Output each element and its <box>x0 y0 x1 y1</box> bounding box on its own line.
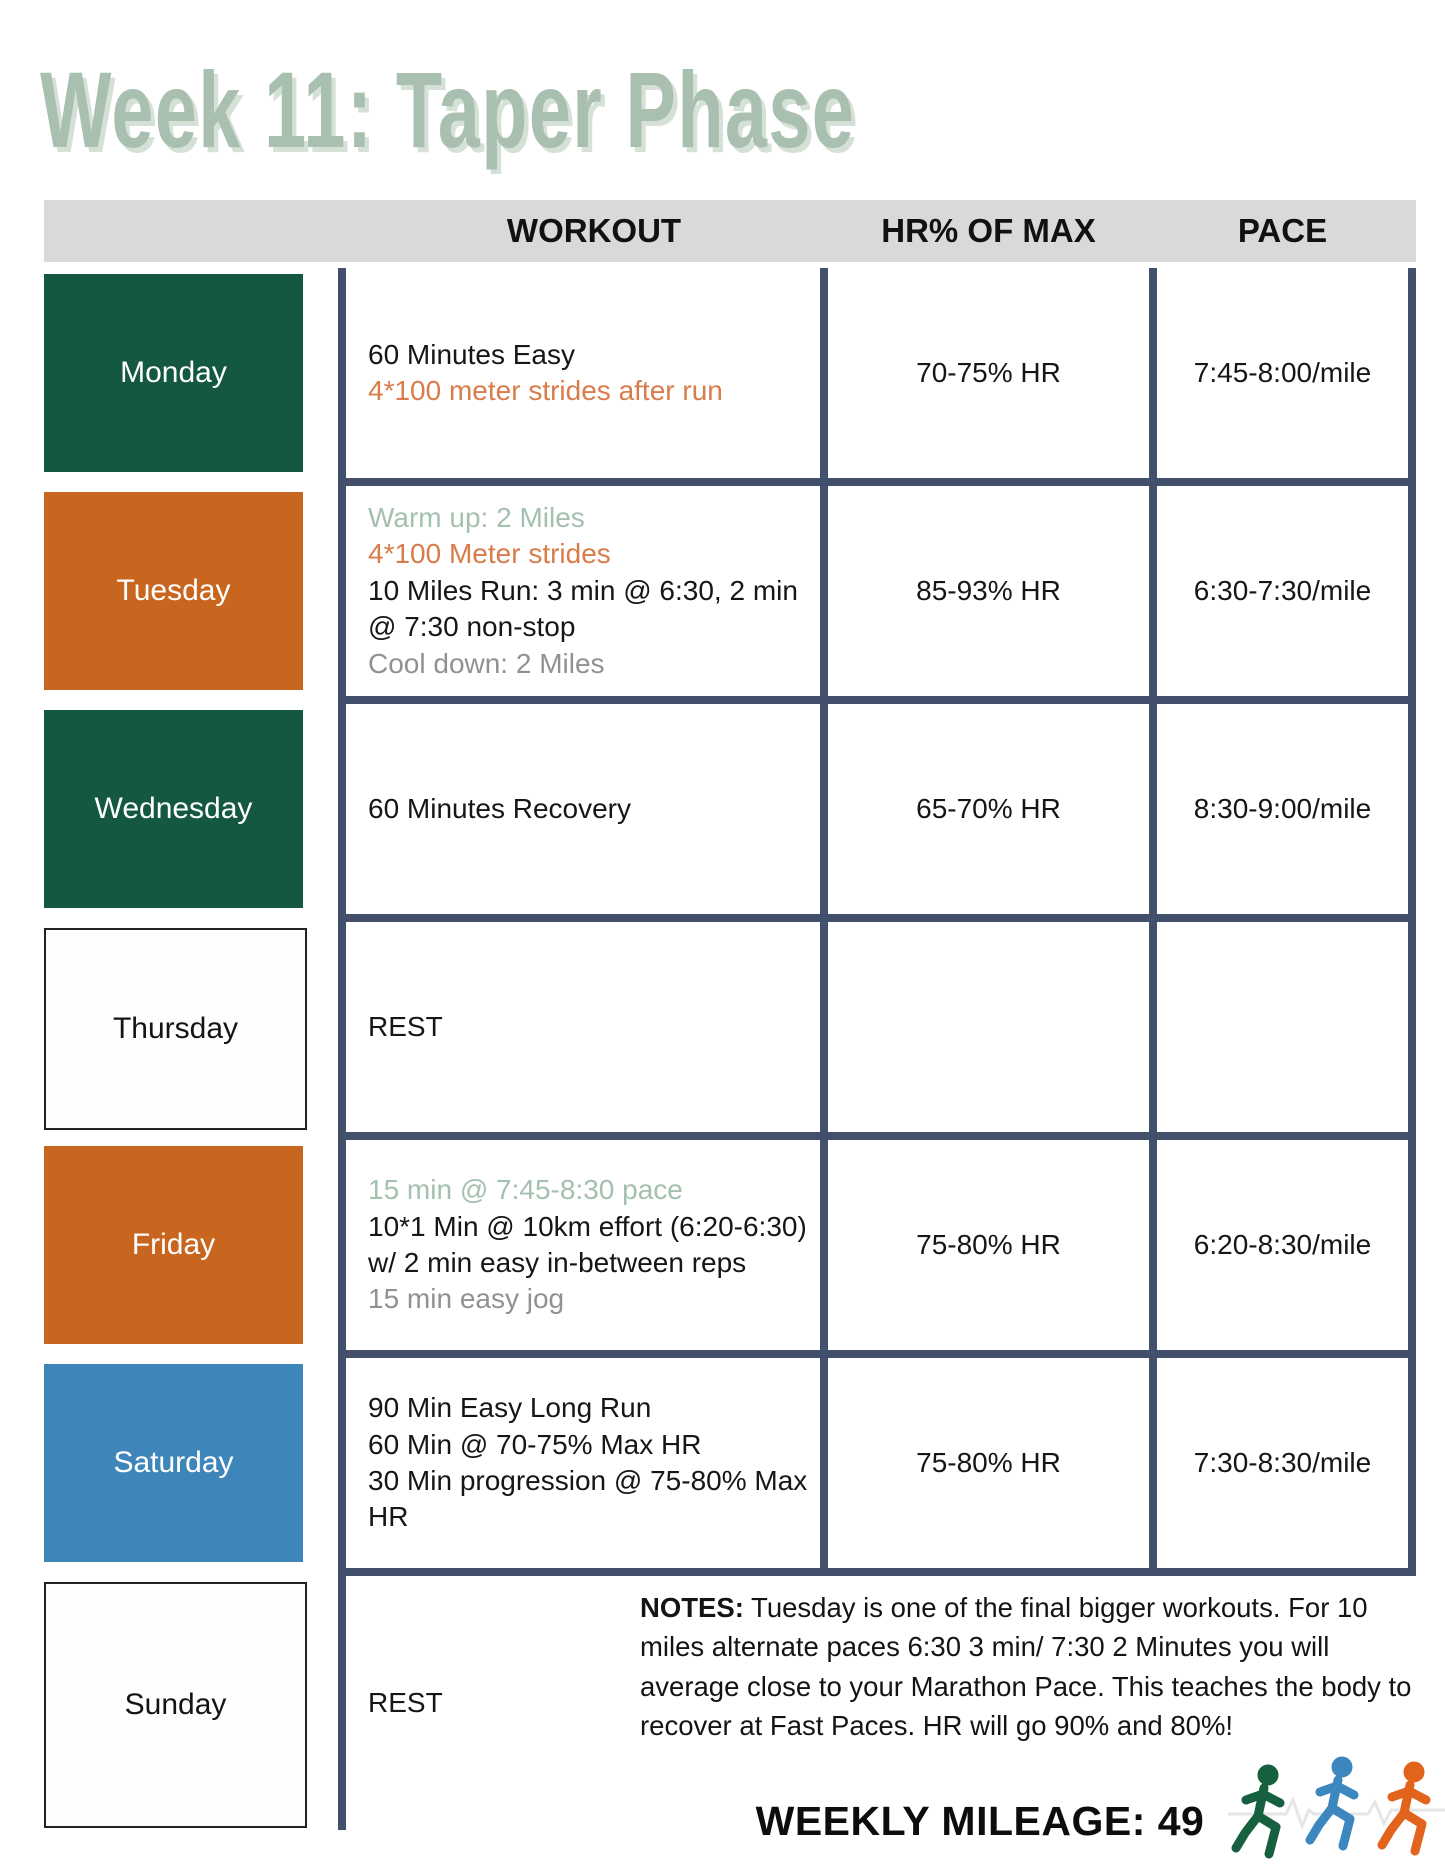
notes-block <box>640 1588 1418 1745</box>
workout-line: 60 Minutes Recovery <box>368 792 632 824</box>
pace-cell-wednesday: 8:30-9:00/mile <box>1193 793 1372 824</box>
workout-line: 60 Min @ 70-75% Max HR <box>368 1428 702 1460</box>
runner-icon-orange <box>1382 1762 1426 1851</box>
runner-icon-blue <box>1310 1757 1354 1846</box>
column-header-pace: PACE <box>1237 212 1328 249</box>
notes-label: NOTES: <box>640 1592 744 1623</box>
hr-cell-monday: 70-75% HR <box>916 357 1061 388</box>
workout-line: 60 Minutes Easy <box>368 338 575 370</box>
workout-cell-sunday <box>368 1576 618 1830</box>
column-header-workout: WORKOUT <box>506 212 682 249</box>
workout-line: 15 min easy jog <box>368 1283 565 1315</box>
workout-cell-monday <box>368 268 820 478</box>
table-header <box>44 200 1416 262</box>
runner-icon-green <box>1236 1765 1280 1854</box>
weekly-mileage: WEEKLY MILEAGE: 49 <box>755 1798 1205 1844</box>
day-label-sunday: Sunday <box>44 1582 307 1828</box>
workout-line: 4*100 Meter strides <box>368 538 611 570</box>
workout-cell-friday <box>368 1140 820 1350</box>
workout-cell-tuesday <box>368 486 820 696</box>
workout-line: REST <box>368 1010 443 1042</box>
column-bar-workout-hr <box>820 268 828 1576</box>
row-divider-mon-tue <box>338 478 1416 486</box>
row-divider-thu-fri <box>338 1132 1416 1140</box>
hr-cell-thursday <box>828 922 1149 1132</box>
pace-cell-tuesday: 6:30-7:30/mile <box>1193 575 1372 606</box>
workout-cell-wednesday <box>368 704 820 914</box>
pace-cell-friday: 6:20-8:30/mile <box>1193 1229 1372 1260</box>
day-label-monday: Monday <box>44 274 303 472</box>
workout-line: 30 Min progression @ 75-80% Max HR <box>368 1465 808 1533</box>
workout-cell-saturday <box>368 1358 820 1568</box>
hr-cell-wednesday: 65-70% HR <box>916 793 1061 824</box>
workout-line: 15 min @ 7:45-8:30 pace <box>368 1174 683 1206</box>
column-bar-right <box>1408 268 1416 1576</box>
column-header-hr: HR% OF MAX <box>881 212 1096 249</box>
workout-line: 10*1 Min @ 10km effort (6:20-6:30) w/ 2 min easy in-between reps <box>368 1210 807 1278</box>
hr-cell-tuesday: 85-93% HR <box>916 575 1061 606</box>
workout-line: Warm up: 2 Miles <box>368 502 585 534</box>
row-divider-fri-sat <box>338 1350 1416 1358</box>
day-label-friday: Friday <box>44 1146 303 1344</box>
workout-line: 90 Min Easy Long Run <box>368 1392 652 1424</box>
workout-line: 4*100 meter strides after run <box>368 375 723 406</box>
workout-line: 10 Miles Run: 3 min @ 6:30, 2 min @ 7:30 non-stop <box>368 574 798 643</box>
page-title: Week 11: Taper Phase <box>40 49 856 170</box>
pace-cell-monday: 7:45-8:00/mile <box>1193 357 1372 388</box>
column-bar-hr-pace <box>1149 268 1157 1576</box>
day-label-wednesday: Wednesday <box>44 710 303 908</box>
day-label-thursday: Thursday <box>44 928 307 1130</box>
hr-cell-friday: 75-80% HR <box>916 1229 1061 1260</box>
hr-cell-saturday: 75-80% HR <box>916 1447 1061 1478</box>
row-divider-sat-sun <box>338 1568 1416 1576</box>
workout-line: REST <box>368 1686 443 1718</box>
notes-text: Tuesday is one of the final bigger workouts. For 10 miles alternate paces 6:30 3 min/ 7:30 2 Minutes you will average close to your Marathon Pace. This teaches the body to recover at Fast Paces. HR will go 90% and 80%! <box>640 1592 1412 1741</box>
pace-cell-saturday: 7:30-8:30/mile <box>1193 1447 1372 1478</box>
pace-cell-thursday <box>1157 922 1408 1132</box>
day-label-saturday: Saturday <box>44 1364 303 1562</box>
row-divider-tue-wed <box>338 696 1416 704</box>
runners-graphic <box>1228 1754 1445 1871</box>
column-bar-left <box>338 268 346 1830</box>
row-divider-wed-thu <box>338 914 1416 922</box>
workout-cell-thursday <box>368 922 820 1132</box>
day-label-tuesday: Tuesday <box>44 492 303 690</box>
workout-line: Cool down: 2 Miles <box>368 647 605 679</box>
